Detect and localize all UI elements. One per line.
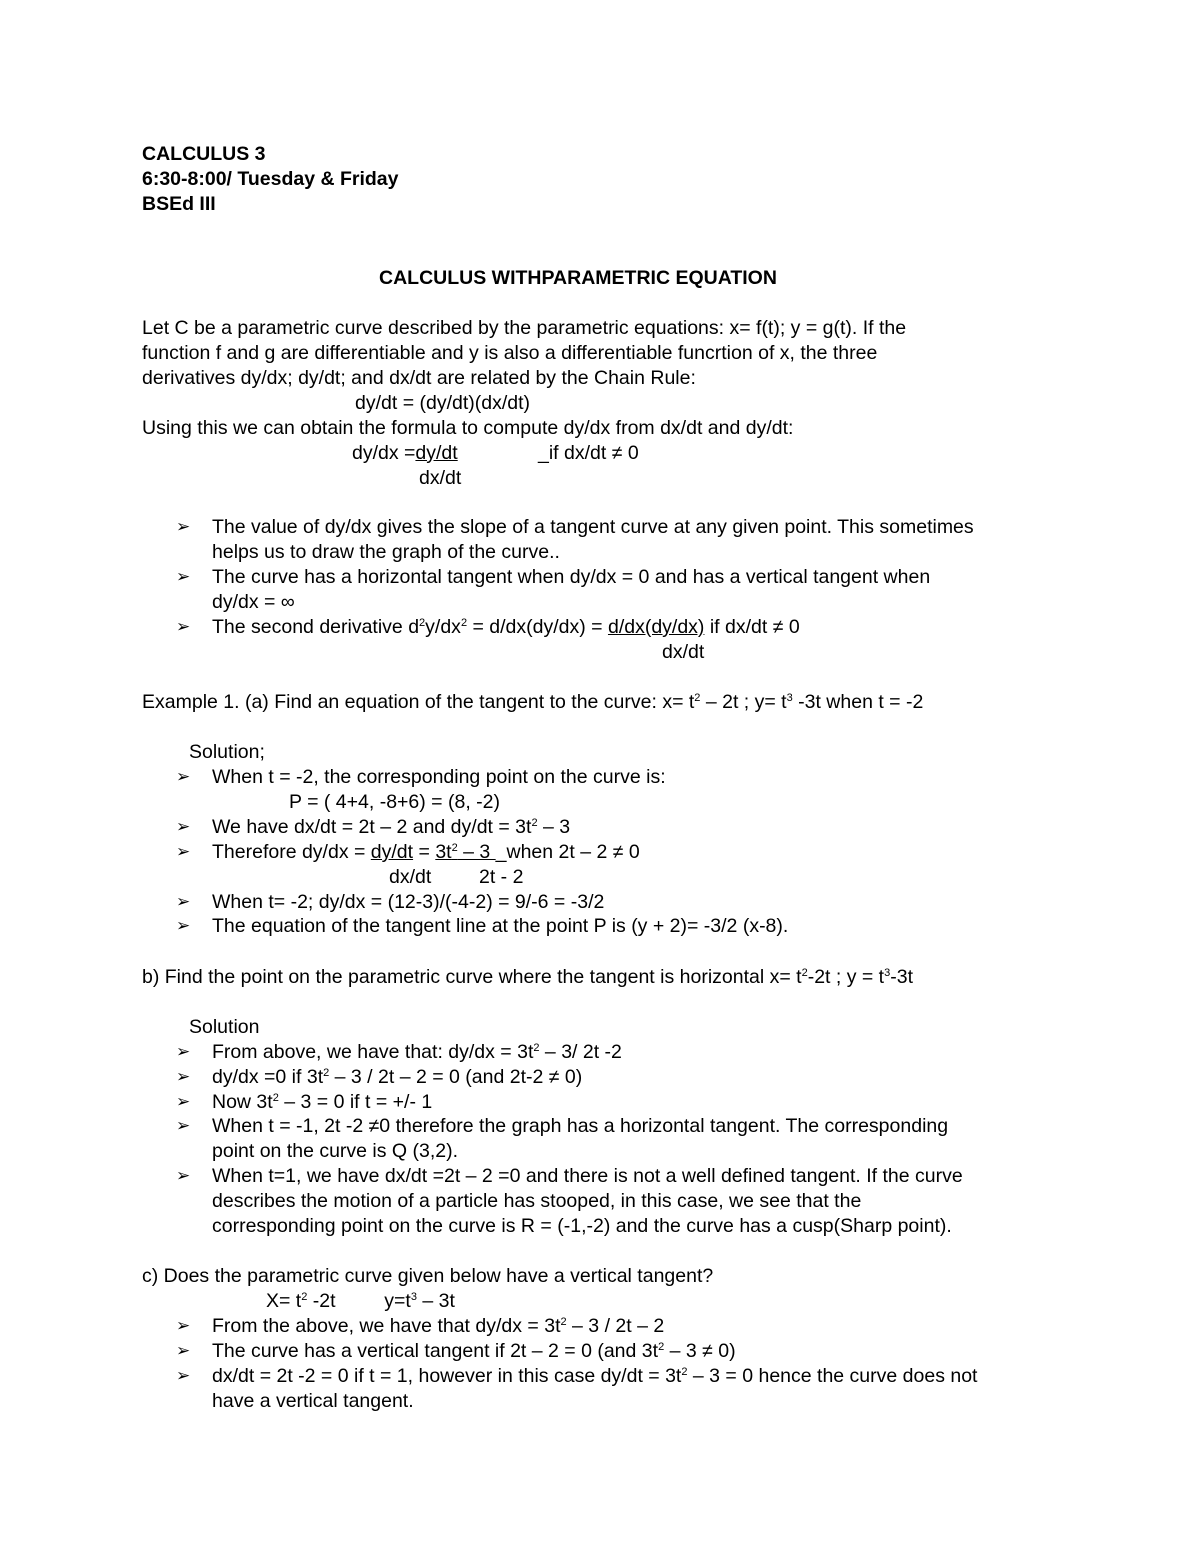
bullet-text: When t = -1, 2t -2 ≠0 therefore the graph has a horizontal tangent. The corresponding [212, 1115, 949, 1137]
text: The second derivative d [212, 616, 420, 638]
superscript: 2 [301, 1291, 308, 1303]
superscript: 2 [560, 1316, 567, 1328]
bullet-arrow-icon: ➢ [176, 892, 191, 911]
bullet-arrow-icon: ➢ [176, 767, 191, 786]
text: dy/dx =0 if 3t [212, 1066, 324, 1088]
bullet-arrow-icon: ➢ [176, 1116, 191, 1135]
text: Example 1. (a) Find an equation of the tangent to the curve: x= t [142, 691, 695, 713]
bullet-arrow-icon: ➢ [176, 842, 191, 861]
bullet-text: The value of dy/dx gives the slope of a tangent curve at any given point. This sometimes [212, 516, 974, 538]
text: – 3t [416, 1290, 455, 1312]
superscript: 2 [681, 1366, 688, 1378]
solution-label: Solution [189, 1016, 260, 1038]
text: – 3 / 2t – 2 [566, 1315, 665, 1337]
bullet-arrow-icon: ➢ [176, 1366, 191, 1385]
bullet-text: have a vertical tangent. [212, 1390, 414, 1412]
bullet-text: dy/dx = ∞ [212, 591, 295, 613]
bullet-arrow-icon: ➢ [176, 1166, 191, 1185]
text: – 3 = 0 if t = +/- 1 [278, 1091, 433, 1113]
bullet-text: The curve has a horizontal tangent when dy/dx = 0 and has a vertical tangent when [212, 566, 931, 588]
superscript: 2 [694, 692, 701, 704]
bullet-arrow-icon: ➢ [176, 1067, 191, 1086]
bullet-text [212, 815, 570, 839]
text: 3t [435, 841, 452, 863]
intro-line: function f and g are differentiable and y is also a differentiable funcrtion of x, the three [142, 342, 878, 364]
text: – 3 / 2t – 2 = 0 (and 2t-2 ≠ 0) [329, 1066, 583, 1088]
superscript: 3 [786, 692, 793, 704]
bullet-text [212, 1065, 582, 1089]
derivative-formula [352, 441, 458, 465]
bullet-text: describes the motion of a particle has stooped, in this case, we see that the [212, 1190, 862, 1212]
point-p: P = ( 4+4, -8+6) = (8, -2) [289, 791, 500, 813]
course-title: CALCULUS 3 [142, 143, 266, 165]
text: Therefore dy/dx = [212, 841, 371, 863]
intro-line: Let C be a parametric curve described by the parametric equations: x= f(t); y = g(t). If the [142, 317, 907, 339]
superscript: 3 [884, 967, 891, 979]
formula-denominator: dx/dt [419, 467, 462, 489]
text: X= t [266, 1290, 302, 1312]
intro-line: derivatives dy/dx; dy/dt; and dx/dt are related by the Chain Rule: [142, 367, 696, 389]
bullet-text [212, 1040, 622, 1064]
bullet-arrow-icon: ➢ [176, 617, 191, 636]
text: The curve has a vertical tangent if 2t – 2 = 0 (and 3t [212, 1340, 659, 1362]
text: – 3 [457, 841, 496, 863]
example-1-question [142, 690, 923, 714]
solution-label: Solution; [189, 741, 265, 763]
fraction-denominator: dx/dt [662, 641, 705, 663]
text: -2t ; y = t [807, 966, 885, 988]
superscript: 2 [658, 1341, 665, 1353]
bullet-arrow-icon: ➢ [176, 1092, 191, 1111]
bullet-text: When t = -2, the corresponding point on the curve is: [212, 766, 666, 788]
bullet-arrow-icon: ➢ [176, 517, 191, 536]
text: -2t y=t [307, 1290, 411, 1312]
second-derivative-bullet [212, 615, 800, 639]
text: _when 2t – 2 ≠ 0 [495, 841, 640, 863]
formula-condition: _if dx/dt ≠ 0 [538, 442, 639, 464]
bullet-arrow-icon: ➢ [176, 1341, 191, 1360]
text: b) Find the point on the parametric curve where the tangent is horizontal x= t [142, 966, 802, 988]
text: – 2t ; y= t [700, 691, 787, 713]
text: – 3/ 2t -2 [539, 1041, 622, 1063]
superscript: 3 [410, 1291, 417, 1303]
text: y/dx [425, 616, 461, 638]
text: -3t when t = -2 [792, 691, 924, 713]
bullet-text: When t=1, we have dx/dt =2t – 2 =0 and there is not a well defined tangent. If the curve [212, 1165, 963, 1187]
bullet-text: When t= -2; dy/dx = (12-3)/(-4-2) = 9/-6 = -3/2 [212, 891, 605, 913]
section: BSEd III [142, 193, 216, 215]
bullet-text [212, 1090, 432, 1114]
bullet-text: corresponding point on the curve is R = (-1,-2) and the curve has a cusp(Sharp point). [212, 1215, 952, 1237]
superscript: 2 [272, 1092, 279, 1104]
chain-rule-formula: dy/dt = (dy/dt)(dx/dt) [355, 392, 531, 414]
text: From above, we have that: dy/dx = 3t [212, 1041, 534, 1063]
bullet-arrow-icon: ➢ [176, 817, 191, 836]
bullet-text [212, 1314, 664, 1338]
superscript: 2 [460, 617, 468, 629]
part-b-question [142, 965, 913, 989]
fraction-denominator: dx/dt [389, 866, 432, 888]
fraction-numerator [435, 841, 495, 863]
text: – 3 ≠ 0) [664, 1340, 736, 1362]
text: -3t [890, 966, 913, 988]
formula-lhs: dy/dx = [352, 442, 416, 464]
superscript: 2 [533, 1042, 540, 1054]
bullet-text: The equation of the tangent line at the point P is (y + 2)= -3/2 (x-8). [212, 915, 789, 937]
superscript: 2 [323, 1067, 330, 1079]
bullet-text: helps us to draw the graph of the curve.. [212, 541, 560, 563]
text: – 3 [537, 816, 571, 838]
part-c-question: c) Does the parametric curve given below have a vertical tangent? [142, 1265, 714, 1287]
superscript: 2 [451, 842, 458, 854]
fraction-numerator: d/dx(dy/dx) [607, 616, 705, 638]
fraction-denominator: 2t - 2 [479, 866, 524, 888]
bullet-text: point on the curve is Q (3,2). [212, 1140, 459, 1162]
formula-numerator: dy/dt [415, 442, 458, 464]
document-title: CALCULUS WITHPARAMETRIC EQUATION [379, 267, 777, 289]
bullet-text [212, 1339, 736, 1363]
part-c-equations [266, 1289, 455, 1313]
fraction-numerator: dy/dt [370, 841, 414, 863]
bullet-text [212, 1364, 977, 1388]
intro-line: Using this we can obtain the formula to compute dy/dx from dx/dt and dy/dt: [142, 417, 794, 439]
superscript: 2 [801, 967, 808, 979]
text: From the above, we have that dy/dx = 3t [212, 1315, 561, 1337]
bullet-text [212, 840, 640, 864]
superscript: 2 [419, 617, 426, 629]
text: Now 3t [212, 1091, 273, 1113]
text: = [413, 841, 436, 863]
bullet-arrow-icon: ➢ [176, 916, 191, 935]
text: – 3 = 0 hence the curve does not [687, 1365, 978, 1387]
bullet-arrow-icon: ➢ [176, 567, 191, 586]
text: = d/dx(dy/dx) = [467, 616, 608, 638]
bullet-arrow-icon: ➢ [176, 1042, 191, 1061]
superscript: 2 [531, 817, 538, 829]
text: We have dx/dt = 2t – 2 and dy/dt = 3t [212, 816, 532, 838]
text: dx/dt = 2t -2 = 0 if t = 1, however in this case dy/dt = 3t [212, 1365, 682, 1387]
text: if dx/dt ≠ 0 [704, 616, 800, 638]
bullet-arrow-icon: ➢ [176, 1316, 191, 1335]
schedule: 6:30-8:00/ Tuesday & Friday [142, 168, 399, 190]
